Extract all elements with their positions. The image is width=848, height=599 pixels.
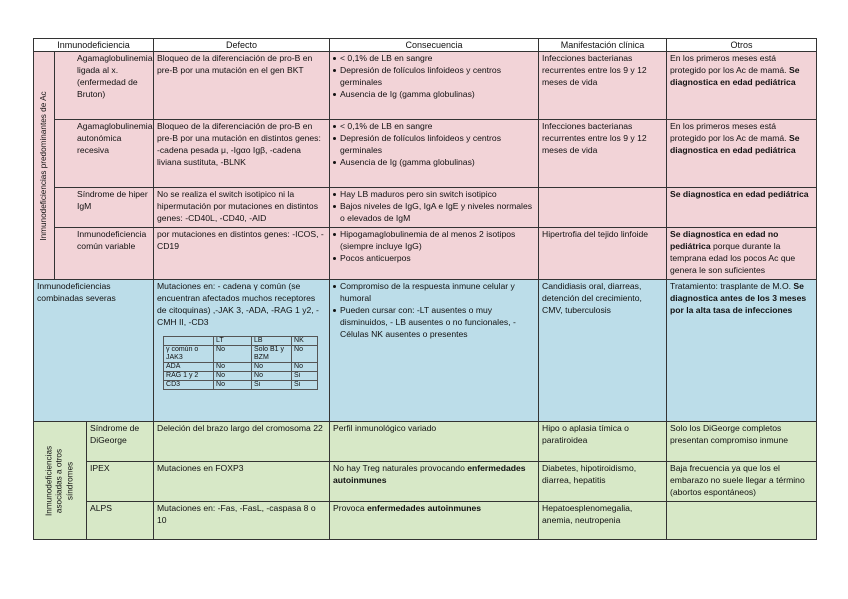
- consequence-cell: [330, 462, 539, 502]
- list-item: Ausencia de Ig (gamma globulinas): [340, 89, 535, 101]
- cons-text: No hay Treg naturales provocando: [333, 463, 465, 474]
- lymphocyte-table: [163, 336, 318, 390]
- other-cell: [667, 120, 817, 188]
- disease-name: Inmunodeficiencia común variable: [55, 228, 154, 280]
- other-bold: Se diagnostica en edad pediátrica: [670, 189, 809, 200]
- disease-name: Agamaglobulinemia ligada al x. (enfermedad de Bruton): [55, 52, 154, 120]
- other-text: porque durante la temprana edad los pocos Ac que genera le son suficientes: [670, 241, 796, 275]
- header-manifestacion: Manifestación clínica: [539, 39, 667, 52]
- inner-cell: No: [214, 372, 252, 381]
- inner-header: NK: [292, 336, 318, 345]
- inner-cell: Solo B1 y BZM: [252, 345, 292, 362]
- list-item: Pueden cursar con: -LT ausentes o muy disminuidos, - LB ausentes o no funcionales, -Células NK ausentes o presentes: [340, 305, 535, 341]
- inner-header: [164, 336, 214, 345]
- other-bold: Se diagnostica en edad pediátrica: [670, 65, 800, 88]
- other-cell: [667, 188, 817, 228]
- clinical-cell: Infecciones bacterianas recurrentes entre los 9 y 12 meses de vida: [539, 52, 667, 120]
- inner-cell: No: [214, 381, 252, 390]
- table-row: [34, 280, 817, 422]
- header-otros: Otros: [667, 39, 817, 52]
- header-row: [34, 39, 817, 52]
- defect-text: Mutaciones en: - cadena γ común (se encuentran afectados muchos receptores de citoquinas) ,-JAK 3, -ADA, -RAG 1 y2, -CMH II, -CD3: [157, 281, 319, 327]
- list-item: Depresión de folículos linfoideos y centros germinales: [340, 65, 535, 89]
- disease-name: Síndrome de hiper IgM: [55, 188, 154, 228]
- consequence-cell: [330, 228, 539, 280]
- defect-cell: Mutaciones en FOXP3: [154, 462, 330, 502]
- inner-cell: No: [252, 372, 292, 381]
- table-row: [34, 52, 817, 120]
- consequence-cell: [330, 280, 539, 422]
- cons-bold: enfermedades autoinmunes: [333, 463, 526, 486]
- defect-cell: [154, 280, 330, 422]
- inner-cell: Si: [292, 381, 318, 390]
- other-cell: [667, 52, 817, 120]
- other-bold: Se diagnostica en edad no pediátrica: [670, 229, 779, 252]
- group-label-text: Inmunodeficiencias predominantes de Ac: [38, 91, 48, 241]
- inner-row: [164, 381, 318, 390]
- inner-cell: No: [214, 345, 252, 362]
- immunodeficiency-table: [33, 38, 817, 540]
- inner-header: LT: [214, 336, 252, 345]
- clinical-cell: Hepatoesplenomegalia, anemia, neutropenia: [539, 502, 667, 540]
- inner-cell: Si: [252, 381, 292, 390]
- other-cell: [667, 280, 817, 422]
- clinical-cell: Candidiasis oral, diarreas, detención del crecimiento, CMV, tuberculosis: [539, 280, 667, 422]
- cons-bold: enfermedades autoinmunes: [366, 503, 482, 514]
- table-row: [34, 228, 817, 280]
- clinical-cell: Diabetes, hipotiroidismo, diarrea, hepatitis: [539, 462, 667, 502]
- list-item: Hipogamaglobulinemia de al menos 2 isotipos (siempre incluye IgG): [340, 229, 535, 253]
- inner-cell: No: [292, 345, 318, 362]
- defect-cell: por mutaciones en distintos genes: -ICOS, - CD19: [154, 228, 330, 280]
- table-row: [34, 502, 817, 540]
- inner-cell: No: [292, 362, 318, 371]
- other-text: Tratamiento: trasplante de M.O.: [670, 281, 792, 292]
- consequence-cell: [330, 188, 539, 228]
- clinical-cell: Infecciones bacterianas recurrentes entre los 9 y 12 meses de vida: [539, 120, 667, 188]
- defect-cell: Bloqueo de la diferenciación de pro-B en pre-B por una mutación en distintos genes: -cadena pesada μ, -Igαo Igβ, -cadena liviana sustituta, -BLNK: [154, 120, 330, 188]
- inner-cell: CD3: [164, 381, 214, 390]
- consequence-cell: Perfil inmunológico variado: [330, 422, 539, 462]
- consequence-cell: [330, 52, 539, 120]
- inner-row: [164, 372, 318, 381]
- inner-row: [164, 345, 318, 362]
- consequence-cell: [330, 120, 539, 188]
- header-consecuencia: Consecuencia: [330, 39, 539, 52]
- disease-name: Síndrome de DiGeorge: [87, 422, 154, 462]
- group-label-ac: [34, 52, 55, 280]
- clinical-cell: Hipo o aplasia tímica o paratiroidea: [539, 422, 667, 462]
- inner-cell: RAG 1 y 2: [164, 372, 214, 381]
- other-cell: Solo los DiGeorge completos presentan compromiso inmune: [667, 422, 817, 462]
- other-cell: [667, 228, 817, 280]
- list-item: Compromiso de la respuesta inmune celular y humoral: [340, 281, 535, 305]
- defect-cell: No se realiza el switch isotipico ni la hipermutación por mutaciones en distintos genes: -CD40L, -CD40, -AID: [154, 188, 330, 228]
- header-defecto: Defecto: [154, 39, 330, 52]
- other-text: En los primeros meses está protegido por los Ac de mamá.: [670, 53, 787, 76]
- table-row: [34, 462, 817, 502]
- list-item: Bajos niveles de IgG, IgA e IgE y niveles normales o elevados de IgM: [340, 201, 535, 225]
- inner-header-row: [164, 336, 318, 345]
- consequence-cell: [330, 502, 539, 540]
- other-bold: Se diagnostica en edad pediátrica: [670, 133, 800, 156]
- table-row: [34, 120, 817, 188]
- inner-header: LB: [252, 336, 292, 345]
- other-cell: Baja frecuencia ya que los el embarazo no suele llegar a término (abortos espontáneos): [667, 462, 817, 502]
- defect-cell: Bloqueo de la diferenciación de pro-B en pre-B por una mutación en el gen BKT: [154, 52, 330, 120]
- table-row: [34, 422, 817, 462]
- other-bold: Se diagnostica antes de los 3 meses por la alta tasa de infecciones: [670, 281, 807, 316]
- list-item: Depresión de folículos linfoideos y centros germinales: [340, 133, 535, 157]
- inner-cell: No: [214, 362, 252, 371]
- inner-cell: γ común o JAK3: [164, 345, 214, 362]
- list-item: Hay LB maduros pero sin switch isotipico: [340, 189, 535, 201]
- list-item: Ausencia de Ig (gamma globulinas): [340, 157, 535, 169]
- other-text: En los primeros meses está protegido por los Ac de mamá.: [670, 121, 787, 144]
- table-row: [34, 188, 817, 228]
- list-item: < 0,1% de LB en sangre: [340, 53, 535, 65]
- cons-text: Provoca: [333, 503, 365, 514]
- inner-cell: Si: [292, 372, 318, 381]
- disease-name: Inmunodeficiencias combinadas severas: [34, 280, 154, 422]
- clinical-cell: [539, 188, 667, 228]
- disease-name: ALPS: [87, 502, 154, 540]
- defect-cell: Mutaciones en: -Fas, -FasL, -caspasa 8 o 10: [154, 502, 330, 540]
- defect-cell: Deleción del brazo largo del cromosoma 22: [154, 422, 330, 462]
- disease-name: Agamaglobulinemia autonómica recesiva: [55, 120, 154, 188]
- inner-cell: No: [252, 362, 292, 371]
- group-label-text: Inmunodeficiencias asociadas a otros síndromes: [44, 445, 75, 516]
- list-item: Pocos anticuerpos: [340, 253, 535, 265]
- header-inmunodeficiencia: Inmunodeficiencia: [34, 39, 154, 52]
- inner-cell: ADA: [164, 362, 214, 371]
- disease-name: IPEX: [87, 462, 154, 502]
- clinical-cell: Hipertrofia del tejido linfoide: [539, 228, 667, 280]
- inner-row: [164, 362, 318, 371]
- other-cell: [667, 502, 817, 540]
- group-label-syndromes: [34, 422, 87, 540]
- list-item: < 0,1% de LB en sangre: [340, 121, 535, 133]
